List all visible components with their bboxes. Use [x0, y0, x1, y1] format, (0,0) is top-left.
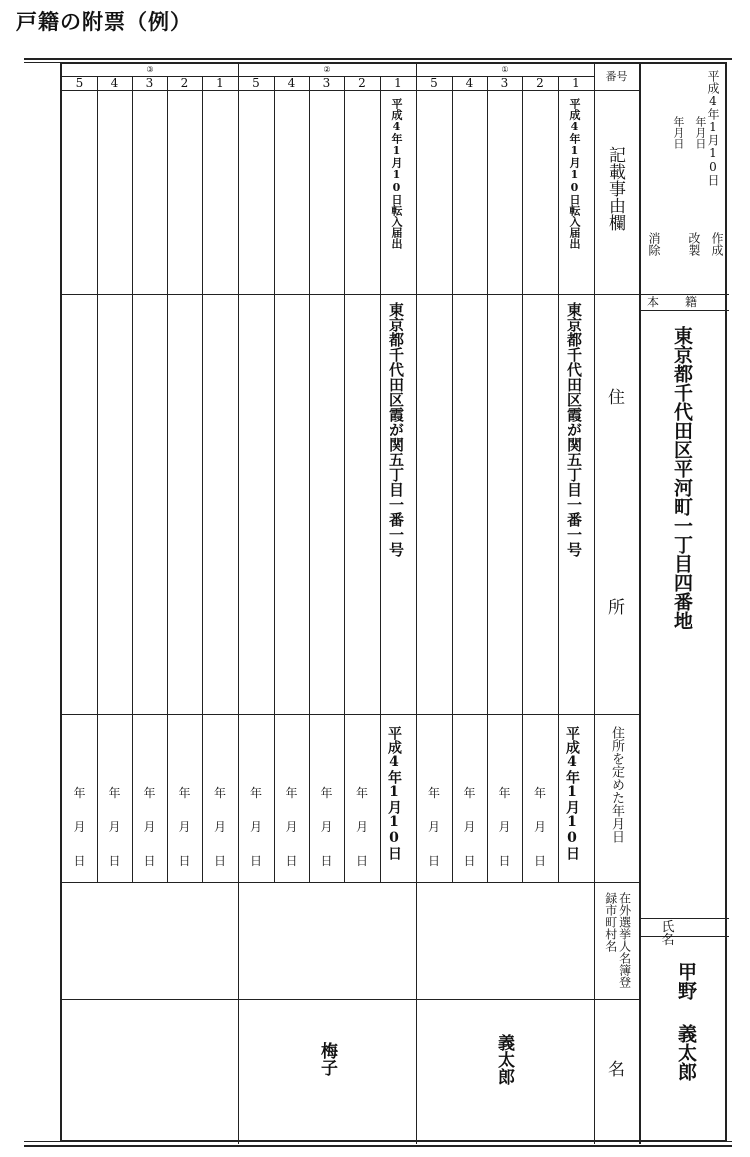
- shimei-value-a: 甲野: [675, 962, 697, 1000]
- col-line-panel: [639, 64, 641, 1144]
- col-line: [167, 76, 168, 882]
- col-line: [522, 76, 523, 882]
- col-line: [202, 76, 203, 882]
- kisai-entry-2: 平成4年1月10日転入届出: [390, 98, 403, 249]
- creation-date: 平成4年1月10日: [706, 70, 720, 186]
- col-number: 5: [75, 76, 84, 90]
- number-header: 番号: [605, 70, 628, 83]
- col-number: 1: [572, 76, 580, 90]
- date-blank: 年 月 日: [533, 786, 546, 868]
- row-line-address: [62, 714, 639, 715]
- address-label-top: 住: [608, 388, 625, 408]
- date-blank: 年 月 日: [498, 786, 511, 868]
- date-blank: 年 月 日: [285, 786, 298, 868]
- group-header-2: ②: [323, 65, 331, 74]
- col-line: [487, 76, 488, 882]
- date-blank: 年 月 日: [355, 786, 368, 868]
- col-number: 2: [358, 76, 366, 90]
- col-number: 1: [394, 76, 402, 90]
- address-entry-2: 東京都千代田区霞が関五丁目一番一号: [387, 302, 405, 557]
- overseas-label: 在外選挙人名簿登録市町村名: [603, 892, 632, 988]
- honseki-label: 本籍: [646, 295, 723, 309]
- group-header-3: ③: [146, 65, 154, 74]
- col-number: 3: [145, 76, 154, 90]
- col-number: 3: [322, 76, 331, 90]
- address-label-bottom: 所: [608, 598, 625, 618]
- col-line-group: [238, 64, 239, 1144]
- date-blank: 年 月 日: [427, 786, 440, 868]
- date-entry-1: 平成4年1月10日: [564, 726, 580, 860]
- label-sakusei: 作成: [710, 232, 724, 256]
- panel-line-honseki-sub: [641, 310, 729, 311]
- date-blank: 年 月 日: [463, 786, 476, 868]
- date-label: 住所を定めた年月日: [609, 726, 624, 843]
- koseki-furyo-form: [60, 62, 727, 1142]
- top-rule: [24, 58, 732, 60]
- page-title: 戸籍の附票（例）: [16, 10, 192, 34]
- row-line-overseas: [62, 999, 639, 1000]
- col-line: [274, 76, 275, 882]
- name-label: 名: [608, 1060, 625, 1080]
- col-number: 4: [465, 76, 474, 90]
- col-number: 2: [536, 76, 544, 90]
- row-line-nums: [62, 90, 594, 91]
- date-blank: 年 月 日: [320, 786, 333, 868]
- date-blank: 年 月 日: [249, 786, 262, 868]
- blank-date: 年月日: [671, 116, 685, 149]
- date-blank: 年 月 日: [143, 786, 156, 868]
- kisai-label: 記載事由欄: [605, 146, 625, 231]
- col-number: 2: [180, 76, 189, 90]
- col-number: 5: [430, 76, 438, 90]
- shimei-value-b: 義太郎: [675, 1024, 697, 1081]
- col-line: [344, 76, 345, 882]
- blank-date: 年月日: [693, 116, 707, 149]
- shimei-label: 氏名: [661, 920, 709, 948]
- top-rule-thin: [24, 62, 60, 63]
- panel-line-shimei-top: [641, 918, 729, 919]
- date-blank: 年 月 日: [108, 786, 121, 868]
- col-number: 4: [287, 76, 296, 90]
- name-entry-1: 義太郎: [494, 1034, 514, 1085]
- group-header-1: ①: [501, 65, 509, 74]
- col-line: [380, 76, 381, 882]
- address-entry-1: 東京都千代田区霞が関五丁目一番一号: [565, 302, 583, 557]
- col-line-group: [416, 64, 417, 1144]
- label-kaisei: 改製: [687, 232, 701, 256]
- date-blank: 年 月 日: [178, 786, 191, 868]
- col-number: 1: [216, 76, 224, 90]
- date-blank: 年 月 日: [73, 786, 86, 868]
- honseki-value: 東京都千代田区平河町一丁目四番地: [671, 326, 693, 630]
- col-number: 4: [110, 76, 119, 90]
- col-line: [452, 76, 453, 882]
- row-line-kisai: [62, 294, 639, 295]
- col-line: [309, 76, 310, 882]
- label-shojo: 消除: [647, 232, 661, 256]
- col-line: [97, 76, 98, 882]
- name-entry-2: 梅子: [317, 1042, 337, 1076]
- kisai-entry-1: 平成4年1月10日転入届出: [568, 98, 581, 249]
- label-header-line: [594, 90, 639, 91]
- col-number: 5: [252, 76, 260, 90]
- date-entry-2: 平成4年1月10日: [386, 726, 402, 860]
- col-line: [558, 76, 559, 882]
- bottom-rule: [24, 1145, 732, 1147]
- col-number: 3: [500, 76, 509, 90]
- col-line: [132, 76, 133, 882]
- date-blank: 年 月 日: [213, 786, 226, 868]
